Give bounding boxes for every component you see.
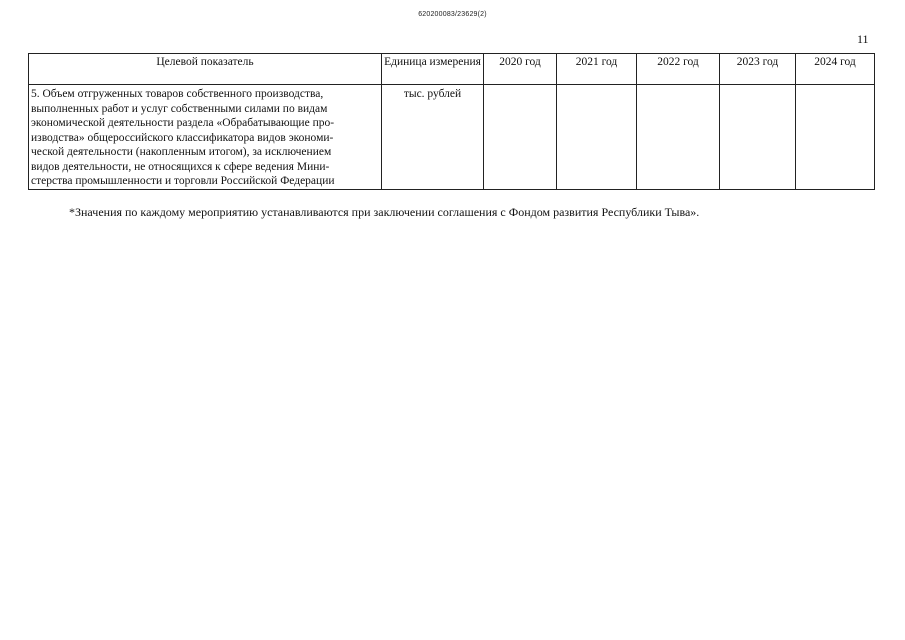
table-row [29,85,875,190]
column-header-2021: 2021 год [557,54,637,85]
target-indicators-table [28,53,875,190]
value-cell-2022 [637,85,720,190]
unit-cell: тыс. рублей [382,85,484,190]
footnote: *Значения по каждому мероприятию устанавливаются при заключении соглашения с Фондом развития Республики Тыва». [69,205,700,219]
value-cell-2024 [796,85,875,190]
column-header-2024: 2024 год [796,54,875,85]
column-header-unit: Единица измерения [382,54,484,85]
indicator-line: стерства промышленности и торговли Российской Федерации [31,175,335,187]
table-header-row [29,54,875,85]
column-header-2020: 2020 год [484,54,557,85]
indicator-line: изводства» общероссийского классификатора видов экономи- [31,131,334,144]
document-id: 620200083/23629(2) [418,11,487,18]
indicator-cell [29,85,382,190]
column-header-2022: 2022 год [637,54,720,85]
indicator-line: 5. Объем отгруженных товаров собственного производства, [31,88,324,100]
value-cell-2020 [484,85,557,190]
indicator-line: выполненных работ и услуг собственными силами по видам [31,102,328,115]
indicator-line: экономической деятельности раздела «Обрабатывающие про- [31,117,335,129]
column-header-indicator: Целевой показатель [29,54,382,85]
value-cell-2021 [557,85,637,190]
column-header-2023: 2023 год [720,54,796,85]
indicator-line: ческой деятельности (накопленным итогом), за исключением [31,146,332,158]
indicator-line: видов деятельности, не относящихся к сфере ведения Мини- [31,160,330,173]
value-cell-2023 [720,85,796,190]
page-number: 11 [857,32,869,46]
